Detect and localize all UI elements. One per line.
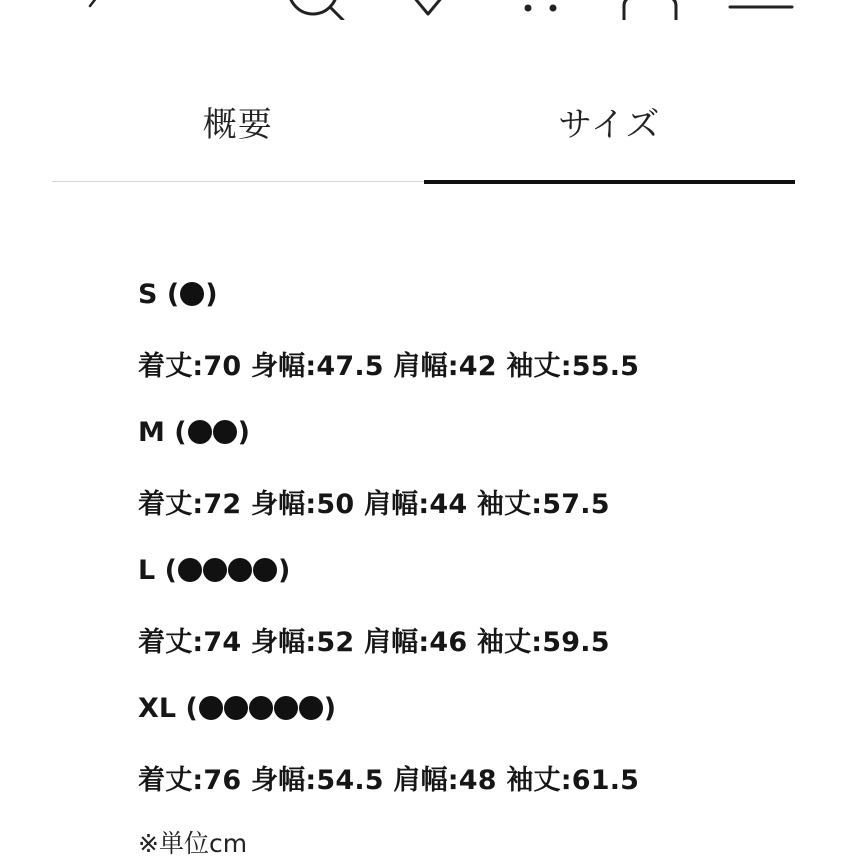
tab-overview-label: 概要 [202, 105, 273, 145]
size-measurements: 着丈:74 身幅:52 肩幅:46 袖丈:59.5 [138, 626, 610, 658]
tab-size-label: サイズ [558, 105, 661, 145]
size-dots [188, 420, 237, 444]
size-measurements: 着丈:76 身幅:54.5 肩幅:48 袖丈:61.5 [138, 764, 640, 796]
heart-icon[interactable] [404, 0, 452, 18]
size-measurements: 着丈:72 身幅:50 肩幅:44 袖丈:57.5 [138, 488, 610, 520]
menu-icon[interactable] [726, 0, 796, 16]
size-dot [178, 558, 202, 582]
size-block-m [138, 410, 818, 523]
size-dot [299, 696, 323, 720]
header-bar [0, 0, 847, 20]
size-dot [274, 696, 298, 720]
tab-overview-underline [52, 181, 424, 183]
size-dot [253, 558, 277, 582]
size-block-s [138, 272, 818, 385]
size-title: S ( ) [138, 278, 218, 310]
size-details [138, 272, 818, 860]
size-title: M ( ) [138, 416, 250, 448]
size-dot [228, 558, 252, 582]
size-dots [180, 282, 204, 306]
size-measurements: 着丈:70 身幅:47.5 肩幅:42 袖丈:55.5 [138, 350, 640, 382]
size-dot [203, 558, 227, 582]
unit-note: ※単位cm [138, 829, 248, 858]
size-label: L [138, 554, 156, 586]
size-block-xl [138, 686, 818, 799]
size-dot [199, 696, 223, 720]
tab-size-underline [424, 180, 796, 184]
size-title: XL ( ) [138, 692, 337, 724]
size-dot [180, 282, 204, 306]
tab-size[interactable] [424, 80, 796, 184]
size-dots [199, 696, 323, 720]
size-dot [249, 696, 273, 720]
search-icon[interactable] [283, 0, 349, 20]
size-block-l [138, 548, 818, 661]
size-dots [178, 558, 277, 582]
size-label: XL [138, 692, 177, 724]
size-dot [224, 696, 248, 720]
user-icon[interactable] [618, 0, 682, 20]
size-label: S [138, 278, 158, 310]
size-label: M [138, 416, 165, 448]
size-dot [213, 420, 237, 444]
size-title: L ( ) [138, 554, 291, 586]
tab-overview[interactable] [52, 80, 424, 184]
more-icon[interactable] [512, 0, 568, 16]
size-dot [188, 420, 212, 444]
tab-bar [52, 80, 795, 184]
back-icon[interactable] [84, 0, 108, 16]
